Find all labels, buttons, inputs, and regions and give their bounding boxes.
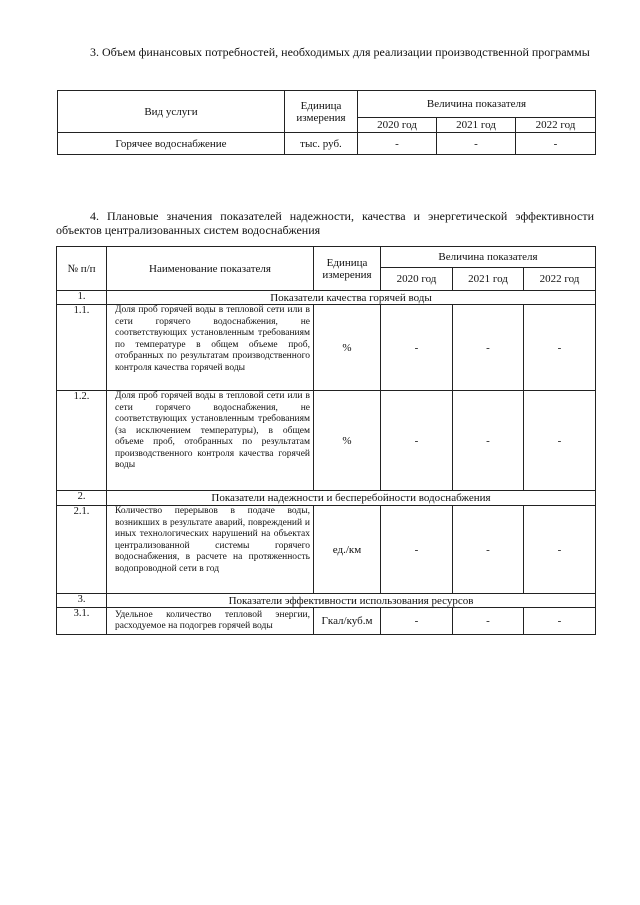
- value-cell: -: [516, 133, 596, 155]
- value-cell: -: [358, 133, 437, 155]
- year-header: 2020 год: [358, 118, 437, 133]
- indicator-name: Доля проб горячей воды в тепловой сети или в сети горячего водоснабжения, не соответствующих установленным требованиям (за исключением температуры), в общем объеме проб, отобранных по результатам производственного контроля качества горячей воды: [107, 391, 314, 491]
- value-cell: -: [524, 391, 596, 491]
- value-cell: -: [453, 608, 524, 635]
- value-cell: -: [524, 506, 596, 594]
- service-cell: Горячее водоснабжение: [58, 133, 285, 155]
- value-cell: -: [437, 133, 516, 155]
- col-header-value: Величина показателя: [358, 91, 596, 118]
- table-row: [57, 305, 596, 391]
- row-num: 1.1.: [57, 305, 107, 391]
- unit-cell: ед./км: [314, 506, 381, 594]
- group-title: Показатели качества горячей воды: [107, 291, 596, 305]
- value-cell: -: [453, 391, 524, 491]
- group-row: [57, 491, 596, 506]
- indicator-name: Количество перерывов в подаче воды, возникших в результате аварий, повреждений и иных технологических нарушений на объектах централизованной системы горячего водоснабжения, в расчете на протяженность водопроводной сети в год: [107, 506, 314, 594]
- col-header-num: № п/п: [57, 247, 107, 291]
- unit-cell: %: [314, 391, 381, 491]
- value-cell: -: [453, 506, 524, 594]
- col-header-name: Наименование показателя: [107, 247, 314, 291]
- group-num: 1.: [57, 291, 107, 305]
- table-row: [57, 391, 596, 491]
- row-num: 2.1.: [57, 506, 107, 594]
- year-header: 2021 год: [453, 268, 524, 291]
- section-3-heading: 3. Объем финансовых потребностей, необходимых для реализации производственной программы: [90, 45, 590, 59]
- value-cell: -: [381, 305, 453, 391]
- indicators-table: [56, 246, 596, 635]
- unit-cell: тыс. руб.: [285, 133, 358, 155]
- col-header-unit: Единица измерения: [285, 91, 358, 133]
- value-cell: -: [524, 608, 596, 635]
- unit-cell: Гкал/куб.м: [314, 608, 381, 635]
- table-row: [57, 608, 596, 635]
- col-header-unit: Единица измерения: [314, 247, 381, 291]
- group-title: Показатели эффективности использования ресурсов: [107, 594, 596, 608]
- indicator-name: Удельное количество тепловой энергии, расходуемое на подогрев горячей воды: [107, 608, 314, 635]
- table-row: [58, 133, 596, 155]
- indicator-name: Доля проб горячей воды в тепловой сети или в сети горячего водоснабжения, не соответствующих установленным требованиям по температуре в общем объеме проб, отобранных по результатам производственного контроля качества горячей воды: [107, 305, 314, 391]
- unit-cell: %: [314, 305, 381, 391]
- year-header: 2021 год: [437, 118, 516, 133]
- group-title: Показатели надежности и бесперебойности водоснабжения: [107, 491, 596, 506]
- row-num: 1.2.: [57, 391, 107, 491]
- value-cell: -: [381, 506, 453, 594]
- table-row: [57, 506, 596, 594]
- value-cell: -: [524, 305, 596, 391]
- group-row: [57, 594, 596, 608]
- row-num: 3.1.: [57, 608, 107, 635]
- group-num: 3.: [57, 594, 107, 608]
- col-header-value: Величина показателя: [381, 247, 596, 268]
- year-header: 2020 год: [381, 268, 453, 291]
- year-header: 2022 год: [516, 118, 596, 133]
- group-row: [57, 291, 596, 305]
- value-cell: -: [381, 608, 453, 635]
- group-num: 2.: [57, 491, 107, 506]
- value-cell: -: [453, 305, 524, 391]
- col-header-service: Вид услуги: [58, 91, 285, 133]
- section-4-heading: 4. Плановые значения показателей надежности, качества и энергетической эффективности объектов централизованных систем водоснабжения: [56, 209, 594, 237]
- year-header: 2022 год: [524, 268, 596, 291]
- value-cell: -: [381, 391, 453, 491]
- financial-needs-table: [57, 90, 596, 155]
